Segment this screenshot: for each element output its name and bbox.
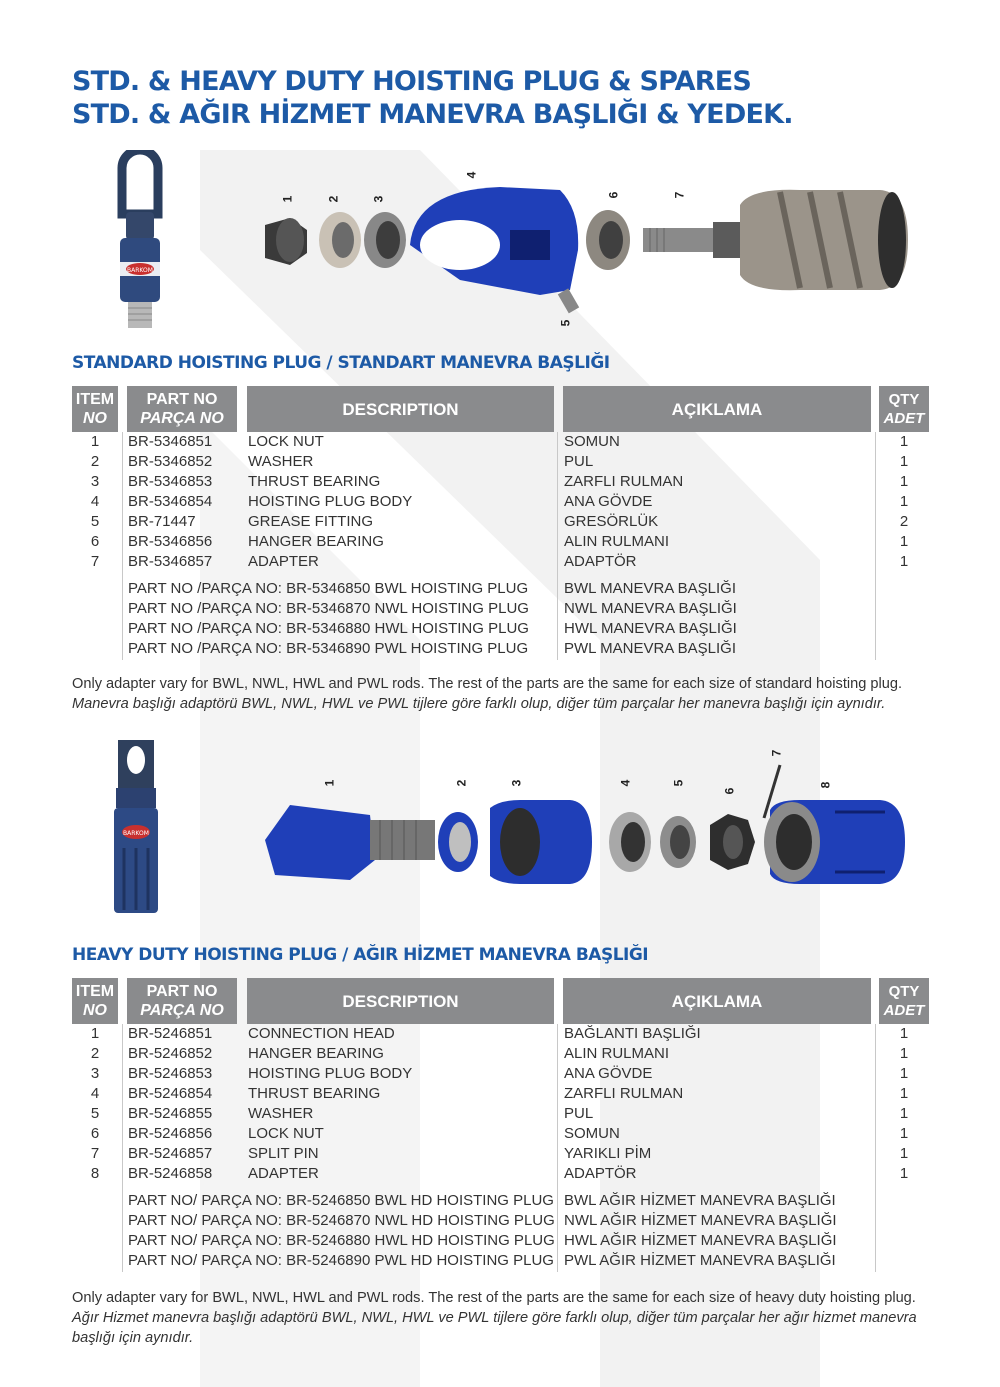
callout-number: 2 (326, 195, 341, 203)
table-row: 3 BR-5246853 HOISTING PLUG BODY ANA GÖVDE 1 (90, 1065, 909, 1082)
standard-section-title: STANDARD HOISTING PLUG / STANDART MANEVRA BAŞLIĞI (72, 353, 610, 373)
page-title-en: STD. & HEAVY DUTY HOISTING PLUG & SPARES (72, 66, 751, 97)
callout-number: 5 (558, 319, 573, 327)
assembly-row: PART NO /PARÇA NO: BR-5346890 PWL HOISTING PLUG PWL MANEVRA BAŞLIĞI (128, 640, 736, 657)
table-row: 7 BR-5246857 SPLIT PIN YARIKLI PİM 1 (90, 1145, 909, 1162)
table-row: 2 BR-5246852 HANGER BEARING ALIN RULMANI 1 (90, 1045, 909, 1062)
header-aciklama: AÇIKLAMA (563, 978, 871, 1024)
assembly-row: PART NO/ PARÇA NO: BR-5246890 PWL HD HOISTING PLUG PWL AĞIR HİZMET MANEVRA BAŞLIĞI (128, 1252, 836, 1269)
assembly-row: PART NO/ PARÇA NO: BR-5246870 NWL HD HOISTING PLUG NWL AĞIR HİZMET MANEVRA BAŞLIĞI (128, 1212, 837, 1229)
standard-note-en: Only adapter vary for BWL, NWL, HWL and PWL rods. The rest of the parts are the same for each size of standard hoisting plug. (72, 676, 903, 692)
callout-number: 3 (371, 195, 386, 203)
standard-plug-assembled-image (120, 150, 160, 328)
header-description: DESCRIPTION (247, 386, 554, 432)
table-row: 5 BR-71447 GREASE FITTING GRESÖRLÜK 2 (90, 513, 909, 530)
heavy-duty-plug-exploded-illustration (100, 730, 920, 925)
callout-number: 3 (509, 779, 524, 787)
header-qty: QTY ADET (879, 978, 929, 1024)
heavy-note-en: Only adapter vary for BWL, NWL, HWL and PWL rods. The rest of the parts are the same for each size of heavy duty hoisting plug. (72, 1290, 916, 1306)
heavy-duty-plug-assembled-image (114, 740, 158, 913)
assembly-row: PART NO/ PARÇA NO: BR-5246880 HWL HD HOISTING PLUG HWL AĞIR HİZMET MANEVRA BAŞLIĞI (128, 1232, 837, 1249)
header-qty: QTY ADET (879, 386, 929, 432)
header-part-no: PART NO PARÇA NO (127, 978, 237, 1024)
table-row: 1 BR-5346851 LOCK NUT SOMUN 1 (90, 433, 909, 450)
brand-logo-text: BARKOM (127, 267, 153, 274)
heavy-section-title: HEAVY DUTY HOISTING PLUG / AĞIR HİZMET MANEVRA BAŞLIĞI (72, 945, 649, 965)
table-row: 4 BR-5246854 THRUST BEARING ZARFLI RULMAN 1 (90, 1085, 909, 1102)
callout-number: 4 (464, 171, 479, 179)
callout-number: 6 (606, 191, 621, 199)
callout-number: 5 (671, 779, 686, 787)
table-row: 7 BR-5346857 ADAPTER ADAPTÖR 1 (90, 553, 909, 570)
assembly-row: PART NO /PARÇA NO: BR-5346850 BWL HOISTING PLUG BWL MANEVRA BAŞLIĞI (128, 580, 736, 597)
callout-number: 6 (722, 787, 737, 795)
header-item-no: ITEM NO (72, 386, 118, 432)
table-row: 6 BR-5246856 LOCK NUT SOMUN 1 (90, 1125, 909, 1142)
assembly-row: PART NO/ PARÇA NO: BR-5246850 BWL HD HOISTING PLUG BWL AĞIR HİZMET MANEVRA BAŞLIĞI (128, 1192, 836, 1209)
table-row: 6 BR-5346856 HANGER BEARING ALIN RULMANI 1 (90, 533, 909, 550)
callout-number: 4 (618, 779, 633, 787)
table-row: 4 BR-5346854 HOISTING PLUG BODY ANA GÖVDE 1 (90, 493, 909, 510)
standard-note-tr: Manevra başlığı adaptörü BWL, NWL, HWL ve PWL tijlere göre farklı olup, diğer tüm parçalar her manevra başlığı için aynıdır. (72, 696, 886, 712)
callout-number: 7 (672, 191, 687, 199)
header-part-no: PART NO PARÇA NO (127, 386, 237, 432)
callout-number: 2 (454, 779, 469, 787)
page-title-tr: STD. & AĞIR HİZMET MANEVRA BAŞLIĞI & YEDEK. (72, 99, 793, 130)
assembly-row: PART NO /PARÇA NO: BR-5346870 NWL HOISTING PLUG NWL MANEVRA BAŞLIĞI (128, 600, 737, 617)
callout-number: 1 (280, 195, 295, 203)
table-row: 3 BR-5346853 THRUST BEARING ZARFLI RULMAN 1 (90, 473, 909, 490)
header-aciklama: AÇIKLAMA (563, 386, 871, 432)
callout-number: 7 (769, 749, 784, 757)
standard-plug-exploded-illustration (100, 150, 920, 340)
table-row: 5 BR-5246855 WASHER PUL 1 (90, 1105, 909, 1122)
header-item-no: ITEM NO (72, 978, 118, 1024)
table-row: 8 BR-5246858 ADAPTER ADAPTÖR 1 (90, 1165, 909, 1182)
callout-number: 8 (818, 781, 833, 789)
header-description: DESCRIPTION (247, 978, 554, 1024)
assembly-row: PART NO /PARÇA NO: BR-5346880 HWL HOISTING PLUG HWL MANEVRA BAŞLIĞI (128, 620, 737, 637)
table-row: 2 BR-5346852 WASHER PUL 1 (90, 453, 909, 470)
brand-logo-text: BARKOM (123, 830, 149, 837)
heavy-note-tr: Ağır Hizmet manevra başlığı adaptörü BWL, NWL, HWL ve PWL tijlere göre farklı olup, diğer tüm parçalar her ağır hizmet manevra başlığı için aynıdır. (72, 1310, 917, 1346)
callout-number: 1 (322, 779, 337, 787)
table-row: 1 BR-5246851 CONNECTION HEAD BAĞLANTI BAŞLIĞI 1 (90, 1025, 909, 1042)
